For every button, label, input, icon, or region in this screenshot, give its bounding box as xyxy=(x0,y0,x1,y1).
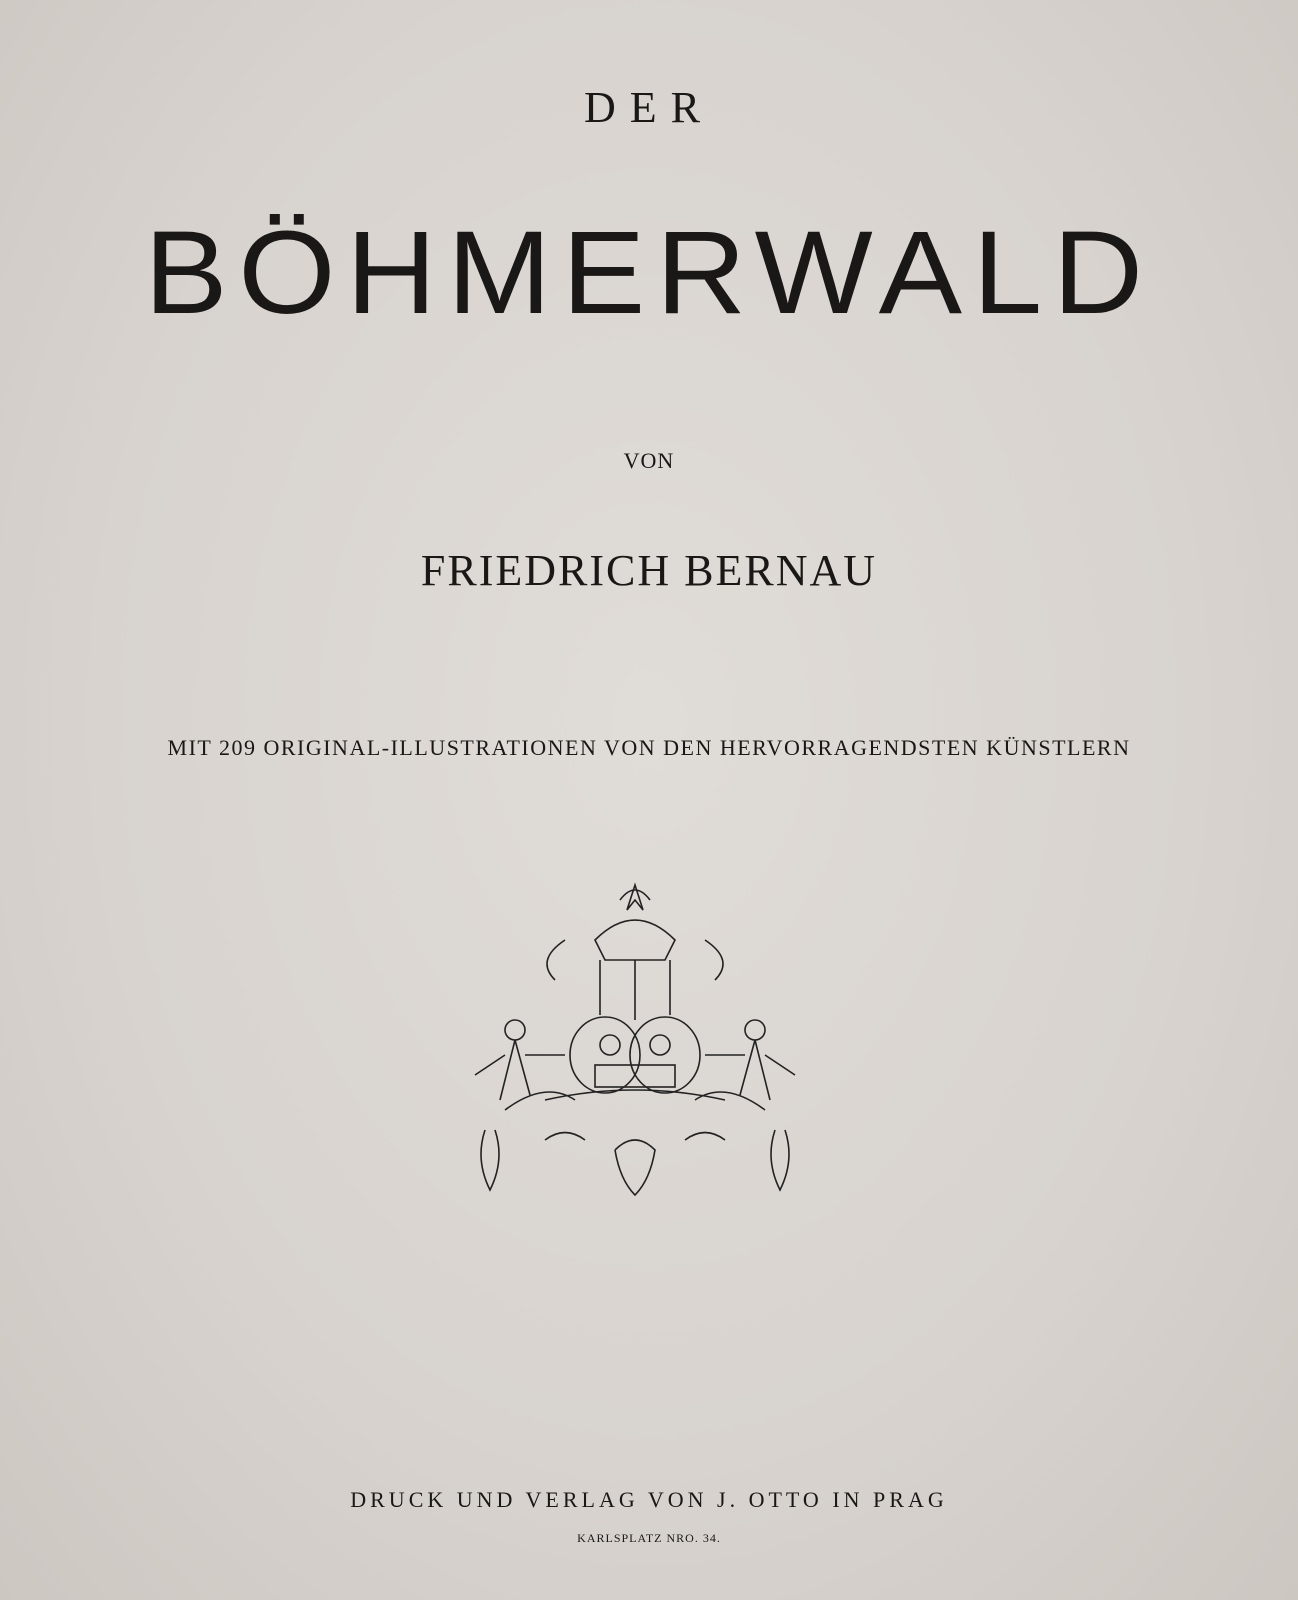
publisher-line: DRUCK UND VERLAG VON J. OTTO IN PRAG xyxy=(350,1487,948,1512)
title-article: DER xyxy=(584,83,714,132)
by-line: VON xyxy=(623,448,675,473)
publisher-address: KARLSPLATZ NRO. 34. xyxy=(577,1531,721,1545)
book-title: BÖHMERWALD xyxy=(144,207,1154,339)
ornamental-vignette-icon xyxy=(445,880,825,1220)
subtitle: MIT 209 ORIGINAL-ILLUSTRATIONEN VON DEN HERVORRAGENDSTEN KÜNSTLERN xyxy=(167,735,1131,760)
author-name: FRIEDRICH BERNAU xyxy=(420,546,878,595)
